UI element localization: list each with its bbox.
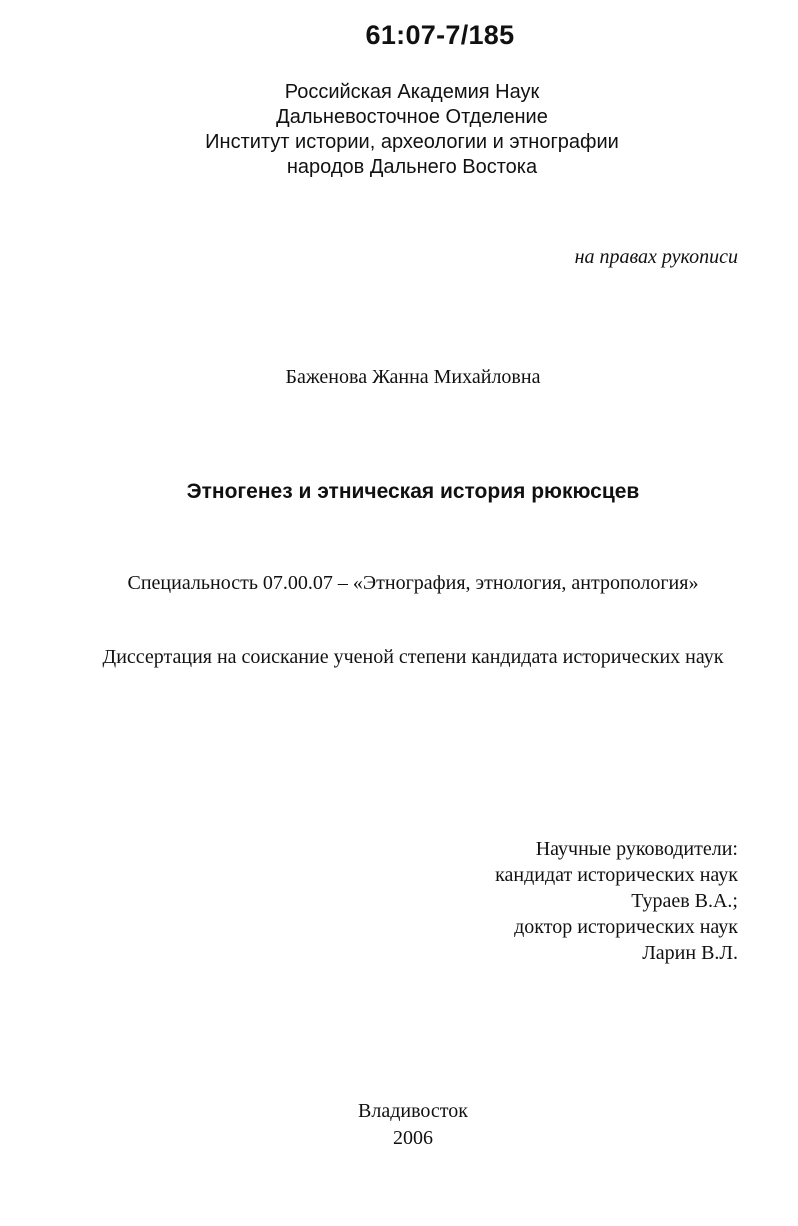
city: Владивосток <box>358 1100 468 1122</box>
institution-line-region: народов Дальнего Востока <box>286 156 538 178</box>
supervisor-1-degree: кандидат исторических наук <box>495 864 738 886</box>
year: 2006 <box>393 1127 433 1149</box>
specialty-line: Специальность 07.00.07 – «Этнография, этнология, антропология» <box>127 572 699 594</box>
author-name: Баженова Жанна Михайловна <box>285 366 541 388</box>
supervisor-2-degree: доктор исторических наук <box>514 916 738 938</box>
institution-line-academy: Российская Академия Наук <box>284 81 540 103</box>
thesis-title: Этногенез и этническая история рюкюсцев <box>186 480 640 503</box>
dissertation-line: Диссертация на соискание ученой степени кандидата исторических наук <box>102 646 724 668</box>
institution-block <box>112 80 712 180</box>
manuscript-note: на правах рукописи <box>574 246 738 268</box>
supervisors-block <box>495 836 738 966</box>
institution-line-institute: Институт истории, археологии и этнографии <box>205 131 619 153</box>
place-year-block <box>0 1098 798 1152</box>
supervisors-heading: Научные руководители: <box>535 838 738 860</box>
supervisor-2-name: Ларин В.Л. <box>642 942 738 964</box>
archive-code: 61:07-7/185 <box>365 20 515 50</box>
institution-line-branch: Дальневосточное Отделение <box>276 106 548 128</box>
supervisor-1-name: Тураев В.А.; <box>631 890 738 912</box>
